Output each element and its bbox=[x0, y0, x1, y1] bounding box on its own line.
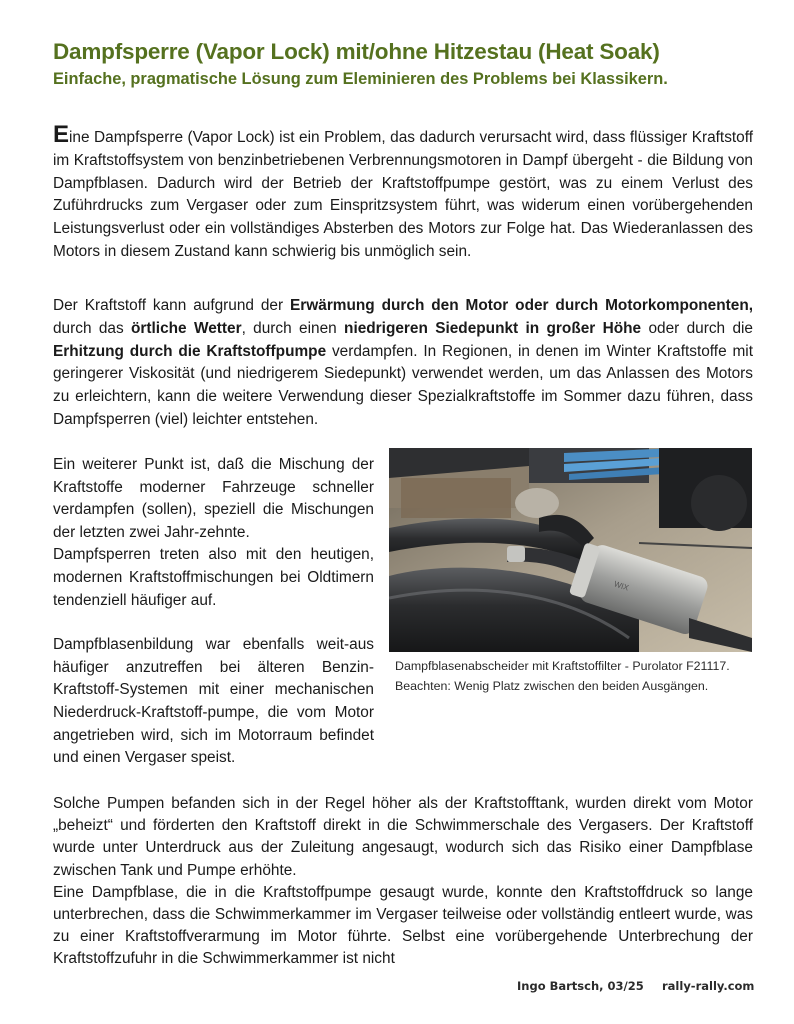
text-run: oder durch die bbox=[641, 319, 753, 337]
text-run: Der Kraftstoff kann aufgrund der bbox=[53, 297, 291, 314]
drop-cap: E bbox=[53, 121, 70, 148]
page-subtitle: Einfache, pragmatische Lösung zum Eleminieren des Problems bei Klassikern. bbox=[53, 70, 668, 88]
photo-caption: Dampfblasenabscheider mit Kraftstoffilter - Purolator F21117. Beachten: Wenig Platz zwischen den beiden Ausgängen. bbox=[395, 659, 730, 693]
svg-text:WIX: WIX bbox=[612, 579, 630, 593]
footer-author: Ingo Bartsch, 03/25 bbox=[517, 979, 644, 993]
bold-text-engine-heat: Erwärmung durch den Motor oder durch Motorkomponenten, bbox=[290, 297, 754, 314]
bold-text-altitude: niedrigeren Siedepunkt in großer Höhe bbox=[344, 319, 642, 337]
paragraph-modern-fuels: Ein weiterer Punkt ist, daß die Mischung der Kraftstoffe moderner Fahrzeuge schneller verdampfen (sollen), speziell die Mischungen der letzten zwei Jahr-zehnte. bbox=[53, 456, 374, 541]
bold-text-fuel-pump-heat: Erhitzung durch die Kraftstoffpumpe bbox=[53, 342, 327, 360]
bottom-text bbox=[53, 793, 753, 971]
paragraph-oldtimer-vapor: Dampfsperren treten also mit den heutigen, modernen Kraftstoffmischungen bei Oldtimern tendenziell häufiger auf. bbox=[53, 546, 374, 609]
fuel-filter-image bbox=[389, 448, 752, 652]
paragraph-mechanical-pumps: Dampfblasenbildung war ebenfalls weit-aus häufiger anzutreffen bei älteren Benzin-Kraftstoff-Systemen mit einer mechanischen Niederdruck-Kraftstoff-pumpe, die vom Motor angetrieben wird, sich im Motorraum befindet und einen Vergaser speist. bbox=[53, 636, 374, 767]
text-run: , durch einen bbox=[241, 319, 345, 337]
text-run: durch das bbox=[53, 319, 132, 337]
page-title: Dampfsperre (Vapor Lock) mit/ohne Hitzestau (Heat Soak) bbox=[53, 39, 660, 64]
left-column bbox=[53, 454, 374, 770]
footer-website: rally-rally.com bbox=[662, 979, 755, 993]
engine-bay-photo bbox=[389, 448, 752, 652]
paragraph-vapor-bubble-effects: Eine Dampfblase, die in die Kraftstoffpumpe gesaugt wurde, konnte den Kraftstoffdruck so lange unterbrechen, dass die Schwimmerkammer im Vergaser teilweise oder vollständig entleert wurde, was zu einer Kraftstoffverarmung im Motor führte. Selbst eine vorübergehende Unterbrechung der Kraftstoffzufuhr in die Schwimmerkammer ist nicht bbox=[53, 883, 753, 968]
paragraph-intro bbox=[53, 121, 753, 264]
paragraph-pump-position: Solche Pumpen befanden sich in der Regel höher als der Kraftstofftank, wurden direkt vom Motor „beheizt“ und förderten den Kraftstoff direkt in die Schwimmerschale des Vergasers. Der Kraftstoff wurde unter Unterdruck aus der Zuleitung angesaugt, wodurch sich das Risiko einer Dampfblase zwischen Tank und Pumpe erhöhte. bbox=[53, 795, 753, 879]
bold-text-weather: örtliche Wetter bbox=[131, 319, 242, 337]
text-run: verdampfen. In Regionen, in denen im Winter Kraftstoffe mit geringerer Viskosität (und niedrigerem Siedepunkt) verwendet werden, um das Anlassen des Motors zu erleichtern, kann die weitere Verwendung dieser Spezialkraftstoffe im Sommer dazu führen, dass Dampfsperren (viel) leichter entstehen. bbox=[53, 342, 753, 428]
paragraph-intro-text: ine Dampfsperre (Vapor Lock) ist ein Problem, das dadurch verursacht wird, dass flüssiger Kraftstoff im Kraftstoffsystem von benzinbetriebenen Verbrennungsmotoren in Dampf übergeht - die Bildung von Dampfblasen. Dadurch wird der Betrieb der Kraftstoffpumpe gestört, was zu einem Verlust des Zuführdrucks zum Vergaser oder zum Einspritzsystem führt, was widerum einen vorübergehenden Leistungsverlust oder ein vollständiges Absterben des Motors zur Folge hat. Das Wiederanlassen des Motors in diesem Zustand kann schwierig bis unmöglich sein. bbox=[53, 129, 753, 260]
paragraph-causes bbox=[53, 295, 753, 432]
